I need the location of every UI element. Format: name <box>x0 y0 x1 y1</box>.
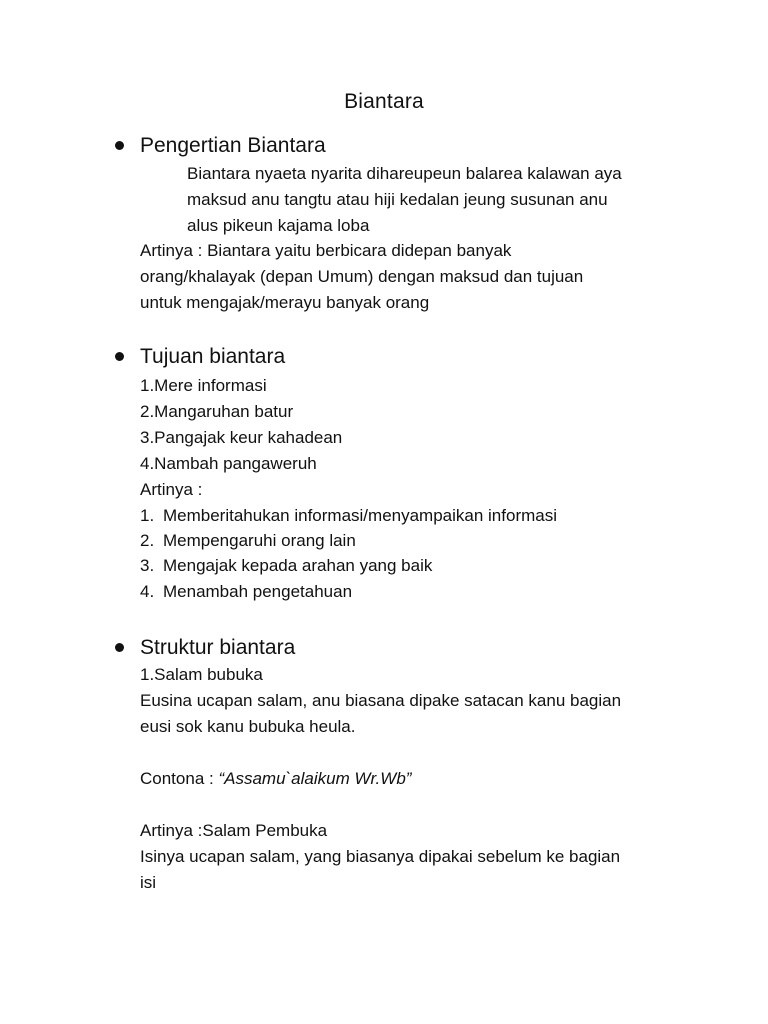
translated-list-item <box>140 505 557 527</box>
translation-label: Artinya : <box>140 480 203 499</box>
definition-line: maksud anu tangtu atau hiji kedalan jeung susunan anu <box>187 190 608 209</box>
section-heading-tujuan: Tujuan biantara <box>140 345 286 368</box>
translated-list-item <box>140 530 356 552</box>
section-heading-struktur: Struktur biantara <box>140 636 296 659</box>
bullet-icon <box>115 141 124 150</box>
section-heading-pengertian: Pengertian Biantara <box>140 134 326 157</box>
list-item: 2.Mangaruhan batur <box>140 402 294 421</box>
list-number: 3. <box>140 556 155 575</box>
translated-list-item <box>140 581 352 603</box>
translated-list-item <box>140 555 432 577</box>
list-number: 2. <box>140 531 155 550</box>
list-item: 3.Pangajak keur kahadean <box>140 428 343 447</box>
bullet-icon <box>115 352 124 361</box>
description-line: Eusina ucapan salam, anu biasana dipake satacan kanu bagian <box>140 691 622 710</box>
description-line: eusi sok kanu bubuka heula. <box>140 717 356 736</box>
definition-line: alus pikeun kajama loba <box>187 216 370 235</box>
list-text: Menambah pengetahuan <box>163 582 353 601</box>
translation-line: orang/khalayak (depan Umum) dengan maksud dan tujuan <box>140 267 584 286</box>
example-text: “Assamu`alaikum Wr.Wb” <box>218 769 412 788</box>
translation-line: Artinya : Biantara yaitu berbicara didepan banyak <box>140 241 512 260</box>
example-line <box>140 768 411 790</box>
translation-desc-line: Isinya ucapan salam, yang biasanya dipakai sebelum ke bagian <box>140 847 621 866</box>
translation-line: untuk mengajak/merayu banyak orang <box>140 293 430 312</box>
sub-heading: 1.Salam bubuka <box>140 665 263 684</box>
list-number: 4. <box>140 582 155 601</box>
list-item: 1.Mere informasi <box>140 376 267 395</box>
list-text: Mengajak kepada arahan yang baik <box>163 556 433 575</box>
list-text: Mempengaruhi orang lain <box>163 531 356 550</box>
list-item: 4.Nambah pangaweruh <box>140 454 317 473</box>
document-title: Biantara <box>344 90 424 113</box>
bullet-icon <box>115 643 124 652</box>
translation-line: Artinya :Salam Pembuka <box>140 821 328 840</box>
definition-line: Biantara nyaeta nyarita dihareupeun balarea kalawan aya <box>187 164 622 183</box>
example-label: Contona : <box>140 769 219 788</box>
list-number: 1. <box>140 506 155 525</box>
list-text: Memberitahukan informasi/menyampaikan informasi <box>163 506 557 525</box>
translation-desc-line: isi <box>140 873 157 892</box>
